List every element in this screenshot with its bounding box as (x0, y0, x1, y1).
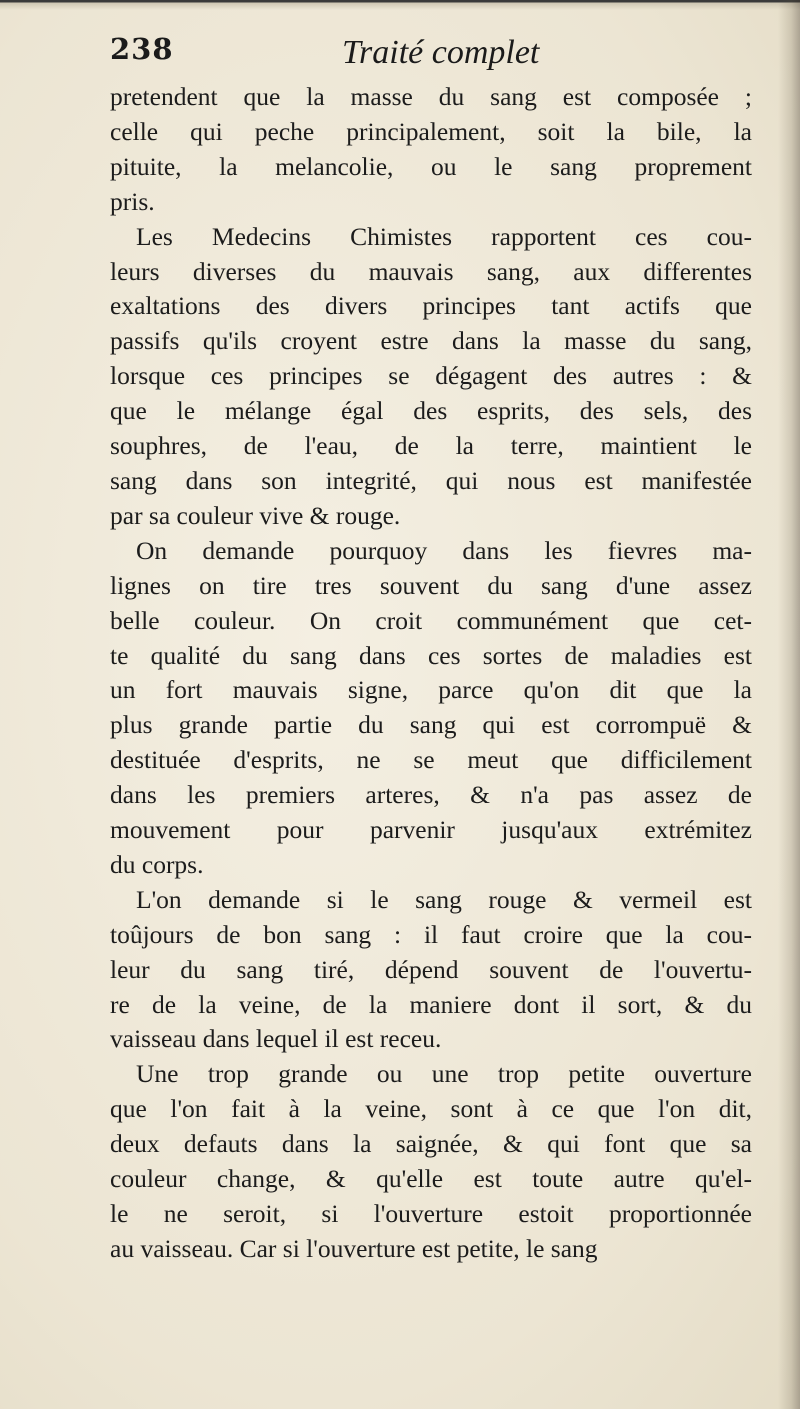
text-line: re de la veine, de la maniere dont il sort, & du (110, 989, 752, 1019)
text-line: belle couleur. On croit communément que cet- (110, 605, 752, 635)
text-line: Les Medecins Chimistes rapportent ces cou- (136, 221, 752, 251)
text-line: au vaisseau. Car si l'ouverture est petite, le sang (110, 1233, 598, 1263)
text-line: couleur change, & qu'elle est toute autre qu'el- (110, 1164, 752, 1194)
text-line: passifs qu'ils croyent estre dans la masse du sang, (110, 326, 752, 356)
paragraph (110, 80, 752, 220)
text-line: que l'on fait à la veine, sont à ce que l'on dit, (110, 1094, 752, 1124)
text-line: destituée d'esprits, ne se meut que difficilement (110, 745, 752, 775)
text-line: un fort mauvais signe, parce qu'on dit que la (110, 675, 752, 705)
paragraph (110, 220, 752, 534)
page-number: 238 (110, 32, 174, 66)
gutter-shadow (778, 0, 800, 1409)
text-line: plus grande partie du sang qui est corrompuë & (110, 710, 752, 740)
text-line: exaltations des divers principes tant actifs que (110, 291, 752, 321)
text-line: vaisseau dans lequel il est receu. (110, 1024, 442, 1054)
text-line: leur du sang tiré, dépend souvent de l'ouvertu- (110, 954, 752, 984)
text-line: le ne seroit, si l'ouverture estoit proportionnée (110, 1199, 752, 1228)
text-line: mouvement pour parvenir jusqu'aux extrémitez (110, 815, 752, 845)
text-line: celle qui peche principalement, soit la bile, la (110, 116, 752, 146)
text-line: te qualité du sang dans ces sortes de maladies est (110, 640, 752, 670)
text-line: du corps. (110, 849, 204, 879)
body-text (110, 80, 752, 1267)
text-line: deux defauts dans la saignée, & qui font que sa (110, 1129, 752, 1159)
text-line: que le mélange égal des esprits, des sels, des (110, 396, 752, 426)
text-line: Une trop grande ou une trop petite ouverture (136, 1059, 752, 1089)
text-line: lorsque ces principes se dégagent des autres : & (110, 361, 752, 391)
page-header (110, 26, 750, 76)
text-line: par sa couleur vive & rouge. (110, 500, 401, 530)
text-line: pris. (110, 186, 155, 216)
paragraph (110, 883, 752, 1058)
text-line: pretendent que la masse du sang est composée ; (110, 82, 752, 111)
top-rule (0, 0, 800, 10)
text-line: lignes on tire tres souvent du sang d'une assez (110, 570, 752, 600)
text-line: pituite, la melancolie, ou le sang proprement (110, 151, 752, 181)
paragraph (110, 1057, 752, 1266)
paragraph (110, 534, 752, 883)
text-line: toûjours de bon sang : il faut croire que la cou- (110, 919, 752, 949)
running-title: Traité complet (342, 34, 540, 71)
text-line: On demande pourquoy dans les fievres ma- (136, 535, 752, 565)
text-line: sang dans son integrité, qui nous est manifestée (110, 465, 752, 495)
text-line: souphres, de l'eau, de la terre, maintient le (110, 431, 752, 461)
text-line: L'on demande si le sang rouge & vermeil est (136, 884, 752, 914)
text-line: dans les premiers arteres, & n'a pas assez de (110, 780, 752, 810)
text-line: leurs diverses du mauvais sang, aux differentes (110, 256, 752, 286)
